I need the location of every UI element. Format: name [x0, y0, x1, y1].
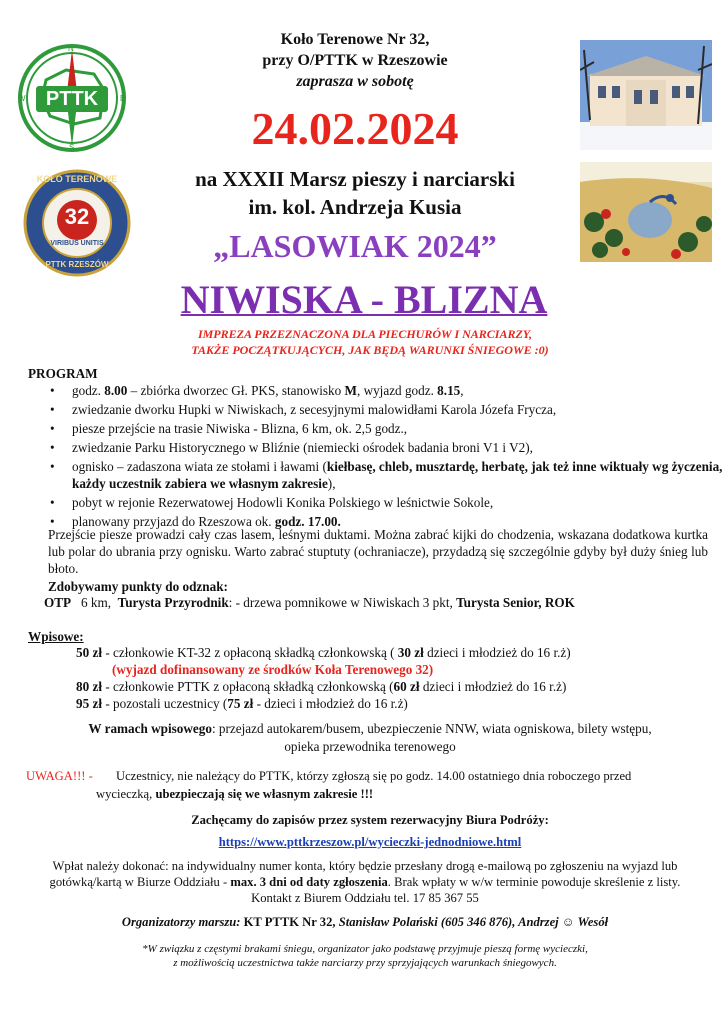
fees-title: Wpisowe: [28, 629, 84, 644]
march-line-2: im. kol. Andrzeja Kusia [248, 195, 462, 219]
payment-line-2: gotówką/kartą w Biurze Oddziału - max. 3 dni od daty zgłoszenia. Brak wpłaty w w/w terminie powoduje skreślenie z listy. [49, 875, 681, 889]
kolo-32-logo [22, 168, 132, 278]
fee-includes-2: opieka przewodnika terenowego [284, 739, 456, 754]
kolo-motto: VIRIBUS UNITIS [50, 240, 104, 247]
compass-e: E [120, 94, 126, 103]
footnote-line-1: *W związku z częstymi brakami śniegu, organizator jako podstawę przyjmuje pieszą formę wycieczki, [142, 943, 588, 955]
manor-photo [580, 40, 712, 150]
kolo-top-text: KOŁO TERENOWE [36, 174, 118, 184]
mural-photo [580, 162, 712, 262]
event-date: 24.02.2024 [251, 103, 459, 154]
kolo-number: 32 [64, 204, 90, 229]
list-item: • planowany przyjazd do Rzeszowa ok. godz. 17.00. [72, 513, 728, 530]
fee-kt32: 50 zł - członkowie KT-32 z opłaconą składką członkowską ( 30 zł dzieci i młodzież do 16 r.ż) [76, 645, 571, 660]
footnote-line-2: z możliwością uczestnictwa także narciarzy przy sprzyjających warunkach śniegowych. [173, 957, 557, 969]
list-item: • godz. 8.00 – zbiórka dworzec Gł. PKS, stanowisko M, wyjazd godz. 8.15, [72, 382, 728, 399]
list-item: • piesze przejście na trasie Niwiska - Blizna, 6 km, ok. 2,5 godz., [72, 420, 728, 437]
march-line-1: na XXXII Marsz pieszy i narciarski [195, 167, 515, 191]
compass-s: S [69, 143, 75, 152]
kolo-bottom-text: PTTK RZESZÓW [45, 260, 109, 269]
event-name: „LASOWIAK 2024” [213, 228, 497, 264]
badges-line: OTP 6 km, Turysta Przyrodnik: - drzewa pomnikowe w Niwiskach 3 pkt, Turysta Senior, ROK [44, 595, 575, 610]
organizers-line: Organizatorzy marszu: KT PTTK Nr 32, Stanisław Polański (605 346 876), Andrzej ☺ Wesół [121, 915, 609, 929]
signup-link[interactable]: https://www.pttkrzeszow.pl/wycieczki-jednodniowe.html [218, 835, 522, 849]
org-line-2: przy O/PTTK w Rzeszowie [262, 52, 448, 69]
fee-pttk: 80 zł - członkowie PTTK z opłaconą składką członkowską (60 zł dzieci i młodzież do 16 r.ż) [76, 679, 567, 694]
pttk-logo-text: PTTK [45, 88, 99, 110]
signup-title: Zachęcamy do zapisów przez system rezerwacyjny Biura Podróży: [191, 813, 549, 827]
warning-text-2: wycieczką, ubezpieczają się we własnym zakresie !!! [96, 787, 374, 801]
warning-label: UWAGA!!! - [26, 769, 93, 783]
program-title: PROGRAM [28, 366, 98, 381]
list-item: • zwiedzanie dworku Hupki w Niwiskach, z secesyjnymi malowidłami Karola Józefa Frycza, [72, 401, 728, 418]
program-list [32, 382, 728, 530]
list-item: • pobyt w rejonie Rezerwatowej Hodowli Konika Polskiego w leśnictwie Sokole, [72, 494, 728, 511]
signup-link-wrap [40, 834, 700, 850]
contact-line: Kontakt z Biurem Oddziału tel. 17 85 367 55 [251, 891, 479, 905]
audience-note-2: TAKŻE POCZĄTKUJĄCYCH, JAK BĘDĄ WARUNKI ŚNIEGOWE :0) [191, 343, 549, 357]
fee-kt32-subsidy: (wyjazd dofinansowany ze środków Koła Terenowego 32) [112, 662, 434, 677]
warning-text-1: Uczestnicy, nie należący do PTTK, którzy zgłoszą się po godz. 14.00 ostatniego dnia roboczego przed [116, 769, 632, 783]
fee-includes: W ramach wpisowego: przejazd autokarem/busem, ubezpieczenie NNW, wiata ogniskowa, bilety wstępu, [88, 721, 652, 736]
route-title: NIWISKA - BLIZNA [180, 277, 548, 322]
list-item: • ognisko – zadaszona wiata ze stołami i ławami (kiełbasę, chleb, musztardę, herbatę, jak też inne wiktuały wg życzenia, każdy uczestnik zabiera we własnym zakresie), [72, 458, 728, 492]
payment-line-1: Wpłat należy dokonać: na indywidualny numer konta, który będzie przesłany drogą e-mailową po zgłoszeniu na wyjazd lub [52, 859, 678, 873]
fee-others: 95 zł - pozostali uczestnicy (75 zł - dzieci i młodzież do 16 r.ż) [76, 696, 408, 711]
invite-text: zaprasza w sobotę [296, 73, 414, 90]
audience-note-1: IMPREZA PRZEZNACZONA DLA PIECHURÓW I NARCIARZY, [197, 327, 533, 341]
compass-n: N [68, 44, 74, 53]
org-line-1: Koło Terenowe Nr 32, [280, 31, 430, 48]
list-item: • zwiedzanie Parku Historycznego w Bliźnie (niemiecki ośrodek badania broni V1 i V2), [72, 439, 728, 456]
compass-w: W [18, 94, 26, 103]
badges-title: Zdobywamy punkty do odznak: [48, 579, 228, 594]
walk-note: Przejście piesze prowadzi cały czas lasem, leśnymi duktami. Można zabrać kijki do chodzenia, wskazana dodatkowa kurtka lub polar do ubrania przy ognisku. Warto zabrać stuptuty (ochraniacze), przydadzą się szczególnie gdyby był duży śnieg lub błoto. [48, 527, 708, 576]
pttk-logo [14, 40, 130, 156]
